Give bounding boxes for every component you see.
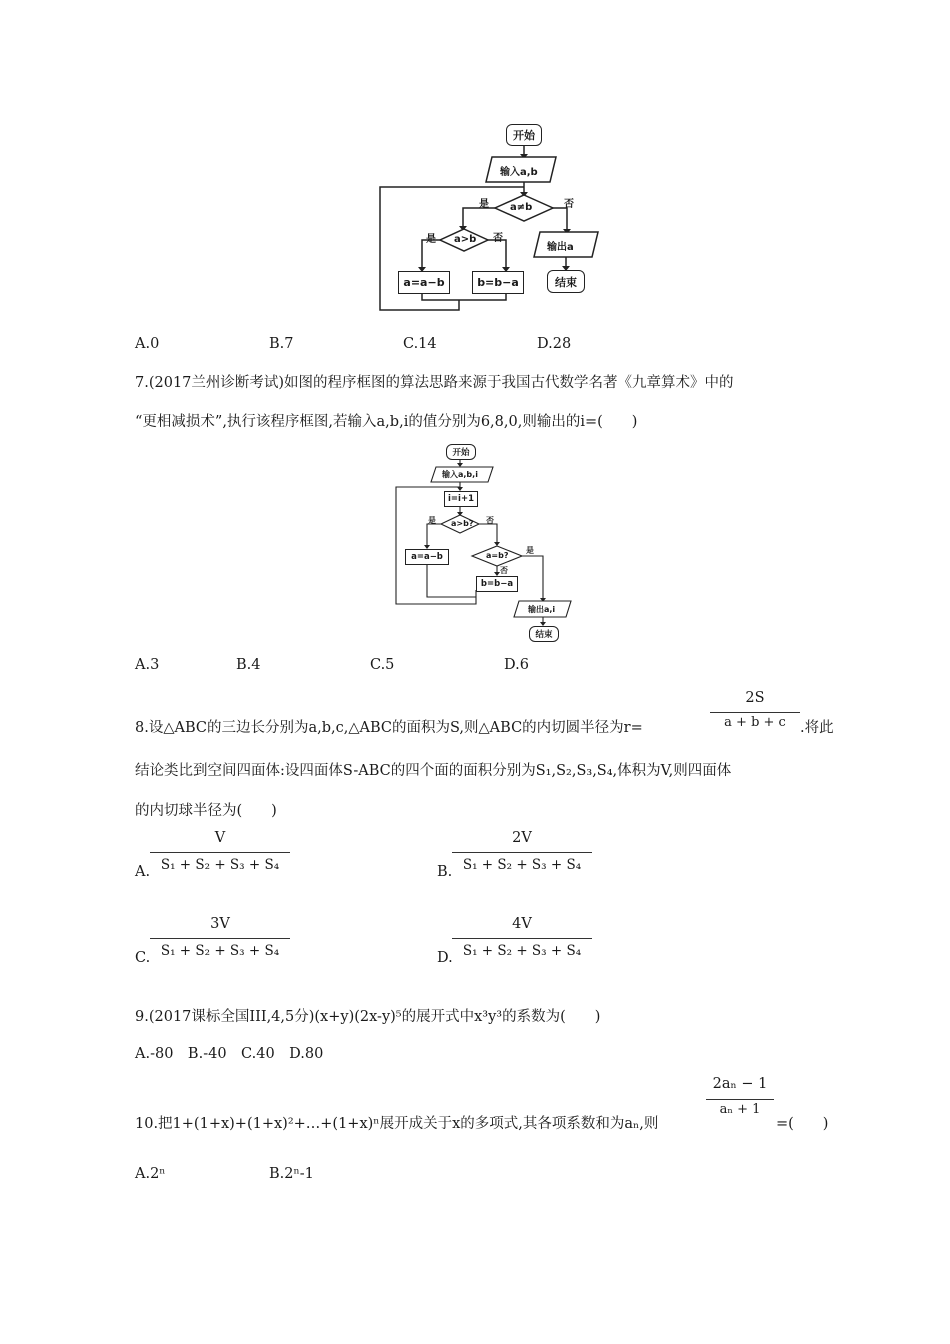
q8-line-1-post: .将此: [800, 720, 834, 736]
flowchart-2-connectors: [0, 0, 950, 660]
q8-option-a-denominator: S₁ + S₂ + S₃ + S₄: [160, 857, 280, 873]
q8-option-a-bar: [150, 852, 290, 853]
q6-option-c: C.14: [403, 336, 437, 352]
q6-option-b: B.7: [269, 336, 294, 352]
q8-r-fraction: [710, 690, 800, 738]
assign-a-box: a=a−b: [398, 271, 450, 294]
q8-option-d-fraction: [452, 916, 592, 968]
yes-label-3: 是: [428, 516, 436, 525]
q10-denominator: aₙ + 1: [719, 1102, 761, 1117]
input-label-2: 输入a,b,i: [442, 470, 478, 479]
q6-option-a: A.0: [135, 336, 160, 352]
q8-option-c-numerator: 3V: [210, 916, 230, 932]
output-label-2: 输出a,i: [528, 605, 556, 614]
end-node: 结束: [547, 270, 585, 293]
q7-option-c: C.5: [370, 657, 395, 673]
q8-option-c-denominator: S₁ + S₂ + S₃ + S₄: [160, 943, 280, 959]
q6-option-d: D.28: [537, 336, 572, 352]
q8-line-2: 结论类比到空间四面体:设四面体S-ABC的四个面的面积分别为S₁,S₂,S₃,S₄,体积为V,则四面体: [135, 763, 732, 779]
assign-b-box: b=b−a: [472, 271, 524, 294]
q10-bar: [706, 1099, 774, 1100]
q8-option-b-label: B.: [437, 864, 453, 880]
q8-option-b-denominator: S₁ + S₂ + S₃ + S₄: [462, 857, 582, 873]
cond2-label: a=b?: [486, 551, 509, 560]
q8-option-d-label: D.: [437, 950, 453, 966]
yes-label-1: 是: [479, 199, 489, 210]
no-label-1: 否: [564, 199, 574, 210]
start-node: 开始: [506, 124, 542, 146]
q8-r-bar: [710, 712, 800, 713]
q8-option-c-bar: [150, 938, 290, 939]
q8-line-1-text: 8.设△ABC的三边长分别为a,b,c,△ABC的面积为S,则△ABC的内切圆半径为r=: [135, 720, 643, 736]
q10-text: 10.把1+(1+x)+(1+x)²+…+(1+x)ⁿ展开成关于x的多项式,其各项系数和为aₙ,则: [135, 1116, 659, 1132]
q7-option-b: B.4: [236, 657, 261, 673]
no-label-4: 否: [500, 566, 508, 575]
q10-option-b: B.2ⁿ-1: [269, 1166, 314, 1182]
cond-inner-label: a>b: [454, 234, 477, 245]
q7-option-a: A.3: [135, 657, 160, 673]
q8-option-a-label: A.: [135, 864, 151, 880]
q8-option-b-bar: [452, 852, 592, 853]
q8-line-3: 的内切球半径为( ): [135, 803, 277, 819]
cond1-label: a>b?: [451, 519, 474, 528]
q8-line-1: [135, 716, 643, 737]
end-node-2: 结束: [529, 626, 559, 642]
q8-option-a-numerator: V: [214, 830, 226, 846]
cond-outer-label: a≠b: [510, 202, 533, 213]
no-label-2: 否: [493, 233, 503, 244]
q10-numerator: 2aₙ − 1: [712, 1076, 768, 1092]
q10-fraction: [706, 1076, 774, 1126]
q8-option-c-label: C.: [135, 950, 151, 966]
q8-option-b-numerator: 2V: [512, 830, 532, 846]
q8-option-d-bar: [452, 938, 592, 939]
q8-r-denominator: a + b + c: [724, 715, 786, 730]
output-label: 输出a: [547, 242, 574, 253]
q8-option-c-fraction: [150, 916, 290, 968]
q8-option-d-numerator: 4V: [512, 916, 532, 932]
q7-option-d: D.6: [504, 657, 529, 673]
q8-option-d-denominator: S₁ + S₂ + S₃ + S₄: [462, 943, 582, 959]
start-node-2: 开始: [446, 444, 476, 460]
q10-option-a: A.2ⁿ: [135, 1166, 166, 1182]
no-label-3: 否: [486, 516, 494, 525]
q7-line-2: “更相减损术”,执行该程序框图,若输入a,b,i的值分别为6,8,0,则输出的i=( ): [135, 414, 638, 430]
q9-options: A.-80 B.-40 C.40 D.80: [135, 1046, 324, 1062]
input-label: 输入a,b: [500, 167, 538, 178]
yes-label-2: 是: [426, 234, 436, 245]
q7-line-1: 7.(2017兰州诊断考试)如图的程序框图的算法思路来源于我国古代数学名著《九章算术》中的: [135, 375, 734, 391]
q8-option-b-fraction: [452, 830, 592, 882]
assign-b-box-2: b=b−a: [476, 576, 518, 592]
increment-box: i=i+1: [444, 491, 478, 507]
q9-text: 9.(2017课标全国III,4,5分)(x+y)(2x-y)⁵的展开式中x³y³的系数为( ): [135, 1009, 601, 1025]
q8-option-a-fraction: [150, 830, 290, 882]
assign-a-box-2: a=a−b: [405, 549, 449, 565]
q10-text-post: =( ): [776, 1116, 829, 1132]
yes-label-4: 是: [526, 546, 534, 555]
q8-r-numerator: 2S: [745, 690, 765, 706]
